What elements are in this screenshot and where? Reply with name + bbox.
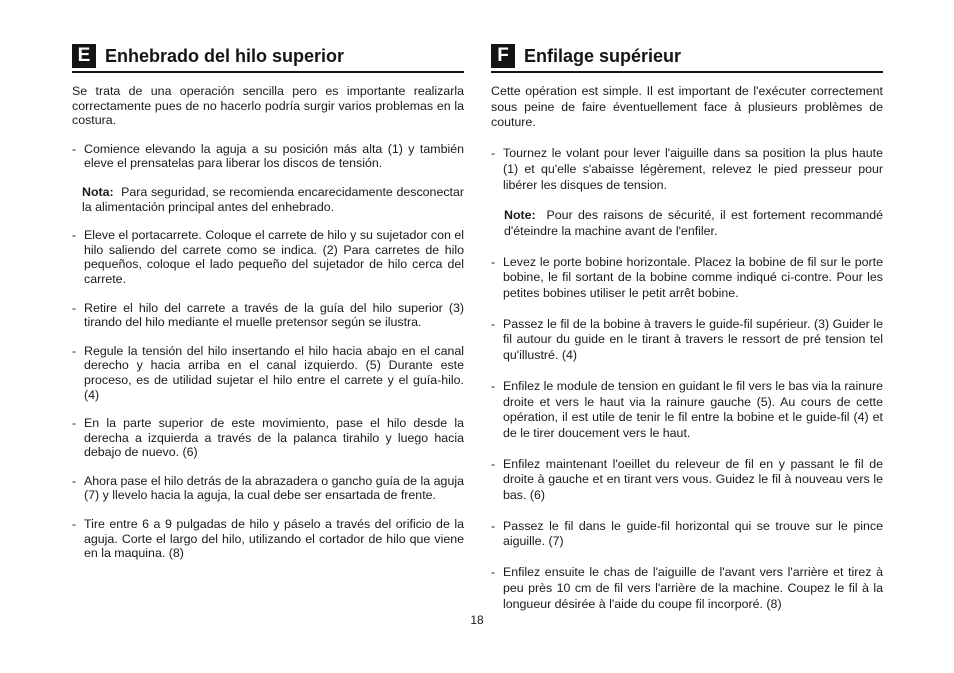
step-1-es (72, 142, 464, 171)
step-5-fr (491, 457, 883, 504)
french-section-header (491, 42, 883, 70)
step-text: Comience elevando la aguja a su posición más alta (1) y también eleve el prensatelas para liberar los discos de tensión. (84, 141, 464, 171)
intro-paragraph-fr: Cette opération est simple. Il est important de l'exécuter correctement sous peine de faire éventuellement face à plusieurs problèmes de couture. (491, 84, 883, 130)
step-text: Enfilez maintenant l'oeillet du releveur de fil en y passant le fil de droite à gauche et en tirant vers vous. Guidez le fil à nouveau vers le bas. (6) (503, 456, 883, 503)
note-label: Nota: (82, 184, 114, 199)
step-3-fr (491, 317, 883, 364)
step-text: Retire el hilo del carrete a través de la guía del hilo superior (3) tirando del hilo mediante el muelle pretensor según se ilustra. (84, 300, 464, 330)
step-text: Passez le fil dans le guide-fil horizontal qui se trouve sur le pince aiguille. (7) (503, 518, 883, 549)
step-7-fr (491, 565, 883, 612)
intro-paragraph-es: Se trata de una operación sencilla pero es importante realizarla correctamente pues de no hacerlo podría surgir varios problemas en la costura. (72, 84, 464, 128)
step-6-es (72, 474, 464, 503)
safety-note-es (72, 185, 464, 214)
list-dash: - (491, 565, 496, 580)
section-body-es (72, 84, 464, 561)
page-number: 18 (470, 613, 484, 627)
safety-note-fr (491, 208, 883, 239)
step-1-fr (491, 146, 883, 193)
step-text: Enfilez ensuite le chas de l'aiguille de l'avant vers l'arrière et tirez à peu près 10 cm de fil vers l'arrière de la machine. Coupez le fil à la longueur désirée à l'aide du coupe fil incorporé. (8) (503, 565, 883, 611)
step-text: Enfilez le module de tension en guidant le fil vers le bas via la rainure droite et vers le haut via la rainure gauche (5). Au cours de cette opération, il est utile de tenir le fil entre la bobine et le guide-fil (4) et de le tirer doucement vers le haut. (503, 378, 883, 440)
list-dash: - (72, 343, 77, 358)
list-dash: - (491, 456, 496, 471)
list-dash: - (491, 316, 496, 331)
list-dash: - (491, 146, 496, 161)
step-6-fr (491, 519, 883, 550)
note-label: Note: (504, 208, 536, 223)
step-2-fr (491, 255, 883, 302)
step-3-es (72, 301, 464, 330)
spanish-section (72, 42, 464, 561)
step-text: Regule la tensión del hilo insertando el hilo hacia abajo en el canal derecho y hacia arriba en el canal izquierdo. (5) Durante este proceso, es de utilidad sujetar el hilo entre el carrete y el guía-hilo. (4) (84, 343, 464, 402)
list-dash: - (491, 254, 496, 269)
step-5-es (72, 416, 464, 460)
list-dash: - (72, 228, 77, 243)
step-text: Passez le fil de la bobine à travers le guide-fil supérieur. (3) Guider le fil autour du guide en le tirant à travers le ressort de pré tension tel qu'illustré. (4) (503, 316, 883, 363)
list-dash: - (72, 517, 77, 532)
step-4-es (72, 344, 464, 402)
list-dash: - (491, 518, 496, 533)
list-dash: - (72, 141, 77, 156)
step-2-es (72, 228, 464, 286)
step-4-fr (491, 379, 883, 442)
section-badge-f: F (491, 44, 515, 68)
section-title-fr: Enfilage supérieur (524, 45, 682, 66)
section-title-es: Enhebrado del hilo superior (105, 45, 345, 66)
step-7-es (72, 517, 464, 561)
list-dash: - (491, 378, 496, 393)
section-divider-es (72, 71, 464, 73)
list-dash: - (72, 300, 77, 315)
step-text: En la parte superior de este movimiento, pase el hilo desde la derecha a izquierda a través de la palanca tirahilo y luego hacia debajo de nuevo. (6) (84, 416, 464, 460)
step-text: Levez le porte bobine horizontale. Placez la bobine de fil sur le porte bobine, le fil sortant de la bobine comme indiqué ci-contre. Pour les petites bobines utiliser le petit arrêt bobine. (503, 254, 883, 301)
list-dash: - (72, 473, 77, 488)
spanish-section-header (72, 42, 464, 70)
french-section (491, 42, 883, 612)
note-text: Pour des raisons de sécurité, il est fortement recommandé d'éteindre la machine avant de l'enfiler. (504, 208, 883, 238)
step-text: Eleve el portacarrete. Coloque el carrete de hilo y su sujetador con el hilo saliendo del carrete como se indica. (2) Para carretes de hilo pequeños, coloque el lado pequeño del sujetador de hilo cerca del carrete. (84, 228, 464, 286)
step-text: Tire entre 6 a 9 pulgadas de hilo y páselo a través del orificio de la aguja. Corte el largo del hilo, utilizando el cortador de hilo que viene en la maquina. (8) (84, 517, 464, 561)
section-body-fr (491, 84, 883, 612)
section-divider-fr (491, 71, 883, 73)
section-badge-e: E (72, 44, 96, 68)
list-dash: - (72, 416, 77, 431)
note-text: Para seguridad, se recomienda encarecidamente desconectar la alimentación principal antes del enhebrado. (82, 184, 464, 214)
step-text: Ahora pase el hilo detrás de la abrazadera o gancho guía de la aguja (7) y llevelo hacia la aguja, la cual debe ser ensartada de frente. (84, 473, 464, 503)
step-text: Tournez le volant pour lever l'aiguille dans sa position la plus haute (1) et qu'elle s'abaisse légèrement, relevez le pied presseur pour libérer les disques de tension. (503, 146, 883, 192)
